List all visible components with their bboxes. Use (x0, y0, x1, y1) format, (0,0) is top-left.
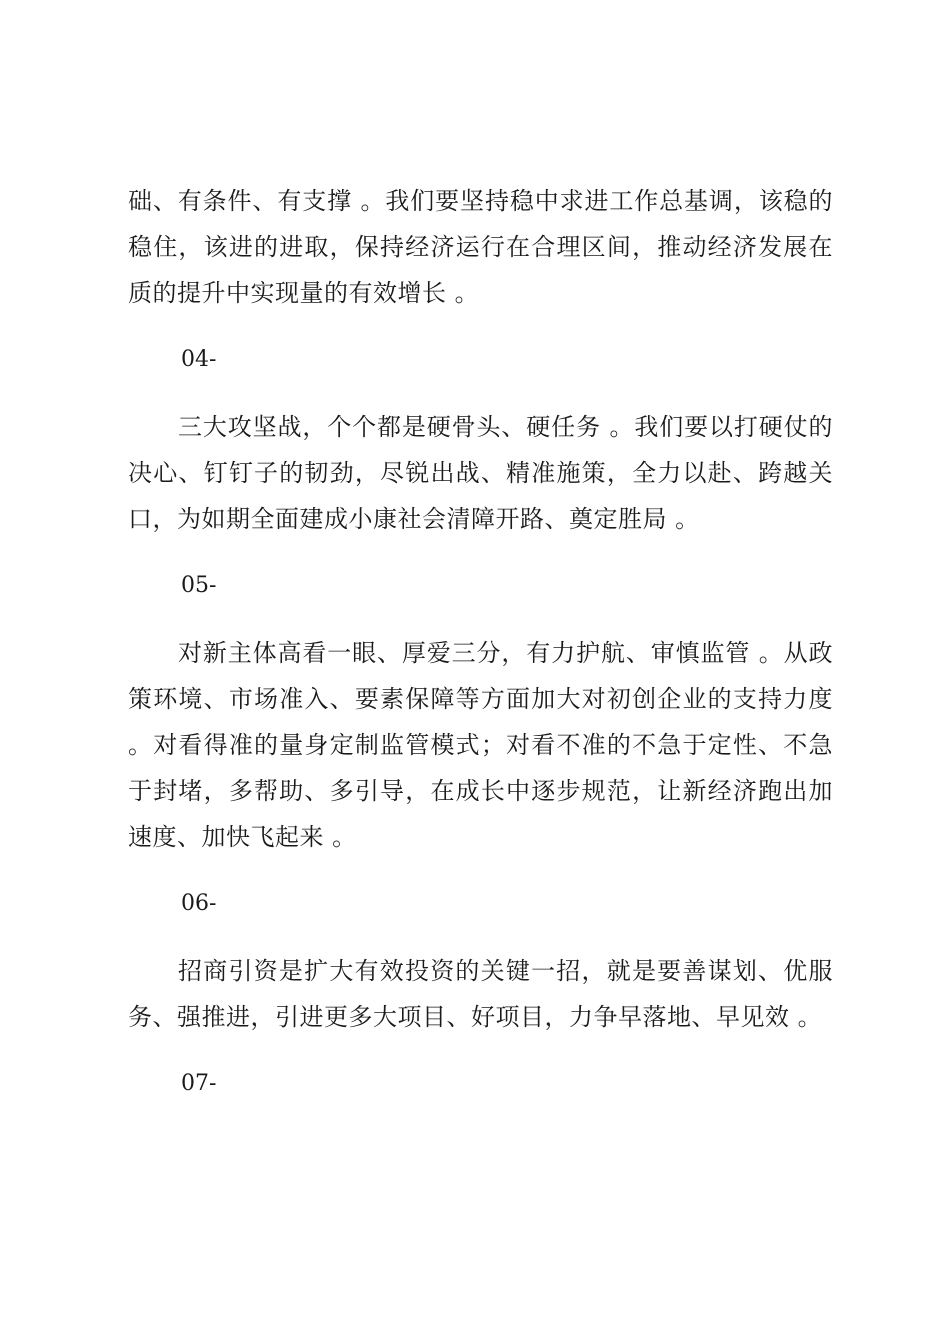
section-number-05: 05- (181, 573, 217, 598)
spacer (128, 1040, 833, 1061)
paragraph-04: 三大攻坚战，个个都是硬骨头、硬任务 。我们要以打硬仗的决心、钉钉子的韧劲，尽锐出战、精准施策，全力以赴、跨越关口，为如期全面建成小康社会清障开路、奠定胜局 。 (128, 413, 833, 533)
paragraph-continued: 础、有条件、有支撑 。我们要坚持稳中求进工作总基调，该稳的稳住，该进的进取，保持经济运行在合理区间，推动经济发展在质的提升中实现量的有效增长 。 (128, 187, 833, 307)
spacer (128, 316, 833, 337)
spacer (128, 609, 833, 630)
spacer (128, 383, 833, 404)
paragraph-05: 对新主体高看一眼、厚爱三分，有力护航、审慎监管 。从政策环境、市场准入、要素保障等方面加大对初创企业的支持力度 。对看得准的量身定制监管模式；对看不准的不急于定性、不急于封堵，多帮助、多引导，在成长中逐步规范，让新经济跑出加速度、加快飞起来 。 (128, 639, 833, 851)
document-body (128, 178, 833, 1107)
section-number-06: 06- (181, 891, 217, 916)
section-number-04: 04- (181, 347, 217, 372)
paragraph-06: 招商引资是扩大有效投资的关键一招，就是要善谋划、优服务、强推进，引进更多大项目、好项目，力争早落地、早见效 。 (128, 957, 833, 1031)
spacer (128, 860, 833, 881)
spacer (128, 927, 833, 948)
spacer (128, 542, 833, 563)
section-number-07: 07- (181, 1071, 217, 1096)
